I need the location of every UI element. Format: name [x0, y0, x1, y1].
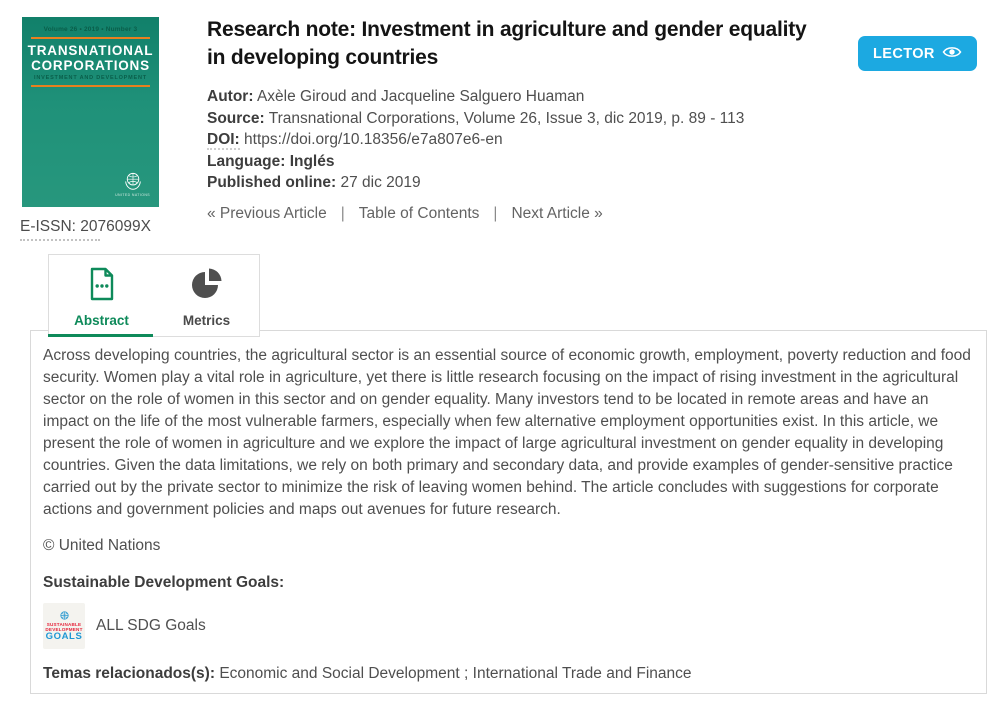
meta-published-value: 27 dic 2019 — [340, 174, 421, 191]
sdg-row — [43, 603, 974, 649]
cover-title-line1: TRANSNATIONAL — [27, 43, 154, 58]
tab-metrics-label: Metrics — [182, 313, 231, 328]
meta-source-value: Transnational Corporations, Volume 26, Issue 3, dic 2019, p. 89 - 113 — [268, 109, 745, 127]
journal-cover-art — [22, 17, 159, 87]
article-nav — [207, 205, 603, 223]
cover-volume-line: Volume 26 • 2019 • Number 3 — [43, 26, 138, 33]
meta-source — [207, 108, 847, 130]
cover-title-line2: CORPORATIONS — [31, 58, 150, 73]
meta-language-value: Inglés — [289, 152, 335, 170]
table-of-contents-link[interactable]: Table of Contents — [358, 205, 480, 222]
sdg-logo-line1: SUSTAINABLE — [46, 621, 82, 627]
meta-doi-value[interactable]: https://doi.org/10.18356/e7a807e6-en — [244, 131, 503, 148]
related-topics-label: Temas relacionados(s): — [43, 665, 215, 682]
page-title: Research note: Investment in agriculture and gender equality in developing countries — [207, 18, 807, 69]
sdg-logo-line3: GOALS — [45, 631, 83, 643]
tab-abstract[interactable] — [49, 255, 154, 336]
article-metadata — [207, 86, 847, 194]
cover-rule-bottom — [31, 85, 150, 87]
abstract-text: Across developing countries, the agricultural sector is an essential source of economic growth, employment, poverty reduction and food security. Women play a vital role in agriculture, yet there is little research focusing on the impact of rising investment in the agricultural sector on the role of women in this sector and on gender equality. Many investors tend to be located in remote areas and have an impact on the life of the most vulnerable farmers, especially when few alternative employment opportunities exist. In this article, we present the role of women in agriculture and we explore the impact of large agricultural investment on gender equality in developing countries. Given the data limitations, we rely on both primary and secondary data, and provide examples of gender-sensitive practice carried out by the private sector to minimize the risk of leaving women behind. The article concludes with suggestions for corporate actions and government policies and maps out avenues for future research. — [43, 347, 971, 518]
lector-eye-icon — [942, 45, 962, 63]
meta-doi — [207, 129, 847, 151]
all-sdg-goals-link[interactable]: ALL SDG Goals — [96, 617, 206, 634]
eissn-label: E-ISSN: 2076099X — [20, 218, 151, 241]
related-topics-separator: ; — [464, 665, 473, 682]
cover-subtitle: INVESTMENT AND DEVELOPMENT — [34, 75, 147, 81]
sdg-heading: Sustainable Development Goals: — [43, 574, 285, 591]
sdg-logo[interactable] — [43, 603, 85, 649]
meta-language — [207, 151, 847, 173]
nav-separator: | — [340, 205, 345, 222]
sdg-un-emblem-icon — [59, 610, 70, 622]
related-topic-link-2[interactable]: International Trade and Finance — [472, 665, 692, 682]
abstract-document-icon — [85, 266, 119, 307]
meta-author — [207, 86, 847, 108]
lector-button-label: LECTOR — [873, 45, 935, 62]
tab-bar — [48, 254, 260, 337]
meta-author-value: Axèle Giroud and Jacqueline Salguero Huaman — [256, 88, 585, 105]
journal-cover-thumbnail[interactable] — [22, 17, 159, 207]
meta-doi-label: DOI: — [207, 131, 240, 148]
nav-separator: | — [493, 205, 498, 222]
meta-published-label: Published online: — [207, 174, 337, 191]
un-emblem-icon — [115, 170, 150, 192]
meta-language-label: Language: — [207, 152, 286, 170]
un-emblem-caption: UNITED NATIONS — [115, 193, 150, 197]
previous-article-link[interactable]: « Previous Article — [207, 205, 327, 222]
related-topic-link-1[interactable]: Economic and Social Development — [219, 665, 460, 682]
copyright-notice: © United Nations — [43, 537, 161, 554]
metrics-pie-icon — [189, 266, 225, 307]
tab-abstract-label: Abstract — [74, 313, 129, 328]
tab-metrics[interactable] — [154, 255, 259, 336]
related-topics — [43, 665, 974, 683]
sdg-logo-line2: DEVELOPMENT — [45, 627, 83, 632]
lector-button[interactable] — [858, 36, 977, 71]
cover-rule-top — [31, 37, 150, 39]
un-emblem — [115, 170, 150, 197]
next-article-link[interactable]: Next Article » — [511, 205, 603, 222]
active-tab-underline — [48, 334, 153, 337]
abstract-panel — [30, 330, 987, 694]
meta-author-label: Autor: — [207, 88, 254, 105]
meta-published — [207, 172, 847, 194]
meta-source-label: Source: — [207, 109, 265, 127]
